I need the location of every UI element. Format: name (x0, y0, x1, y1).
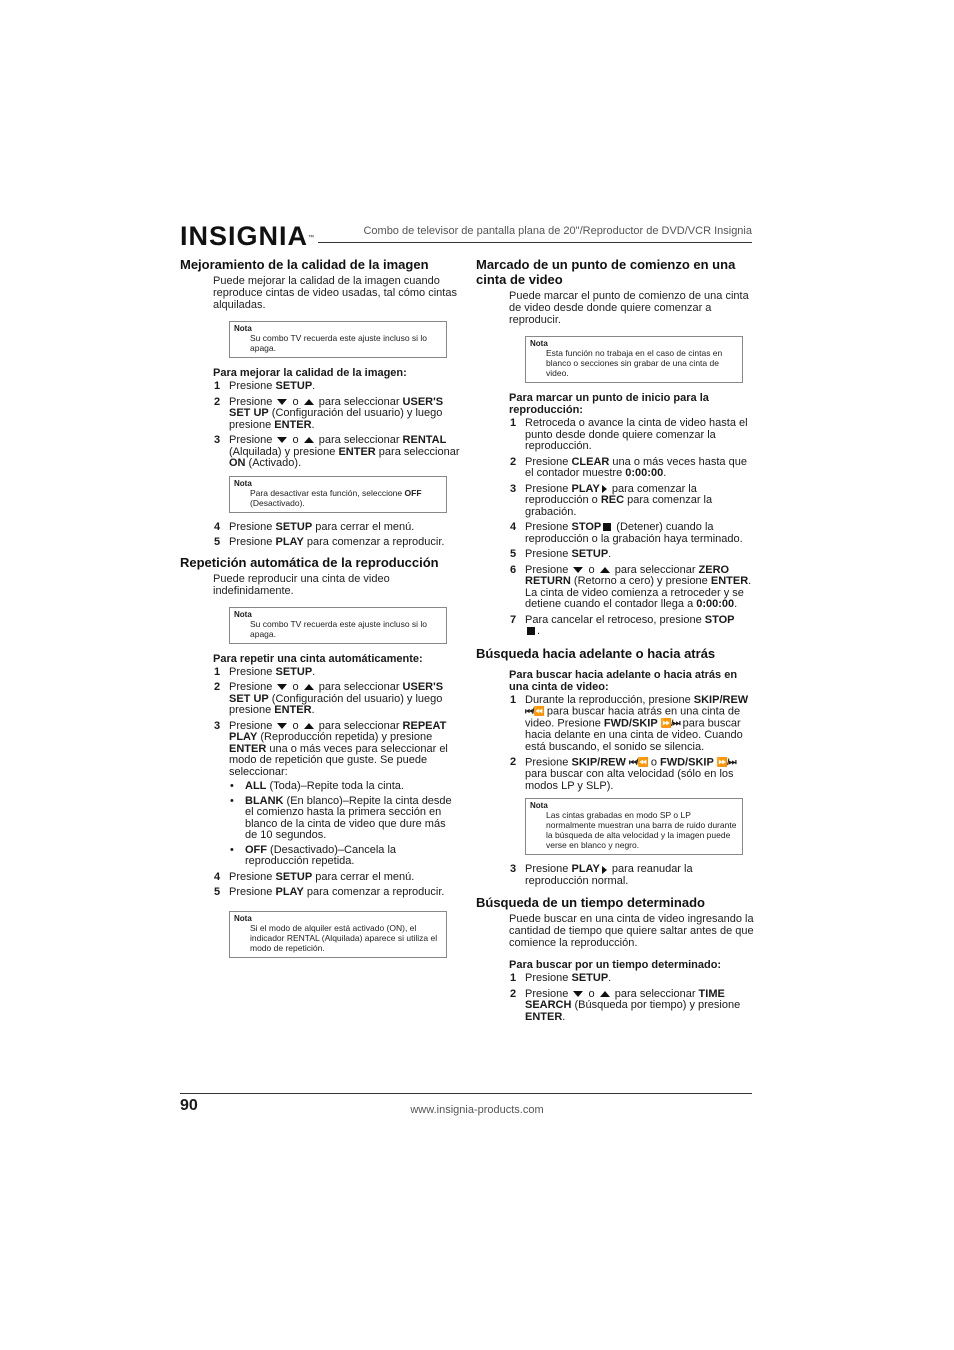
section-title-auto-repeat: Repetición automática de la reproducción (180, 554, 439, 570)
procedure-title: Para marcar un punto de inicio para la reproducción: (509, 392, 709, 416)
steps-list (509, 695, 756, 793)
step-item: 1 Durante la reproducción, presione SKIP/REW ⏮/⏪ para buscar hacia atrás en una cinta de video. Presione FWD/SKIP ⏩/⏭ para buscar hacia delante en una cinta de video. Cuando está buscando, el sonido se silencia. (510, 693, 749, 753)
steps-list (213, 522, 460, 549)
arrow-down-icon (277, 399, 287, 405)
step-item: 1 Presione SETUP. (214, 665, 316, 678)
play-icon (602, 866, 607, 874)
step-item: 2 Presione CLEAR una o más veces hasta que el contador muestre 0:00:00. (510, 455, 747, 479)
note-label: Nota (234, 324, 252, 333)
section-body: Puede reproducir una cinta de video indefinidamente. (213, 572, 390, 597)
section-title-picture-quality: Mejoramiento de la calidad de la imagen (180, 257, 429, 272)
step-item: 1 Presione SETUP. (510, 972, 612, 985)
section-body: Puede buscar en una cinta de video ingresando la cantidad de tiempo que quiere saltar antes de que comience la reproducción. (509, 913, 754, 950)
options-list (229, 781, 460, 868)
note-box (525, 336, 743, 383)
arrow-up-icon (304, 399, 314, 405)
section-title-search: Búsqueda hacia adelante o hacia atrás (476, 645, 716, 661)
note-label: Nota (234, 609, 252, 619)
arrow-down-icon (277, 684, 287, 690)
logo-text: INSIGNIA (180, 221, 309, 251)
step-item: 2 Presione SKIP/REW ⏮/⏪ o FWD/SKIP ⏩/⏭ para buscar con alta velocidad (sólo en los modos LP y SLP). (510, 756, 736, 792)
arrow-down-icon (277, 437, 287, 443)
note-label: Nota (234, 478, 252, 488)
arrow-up-icon (304, 723, 314, 729)
note-text: Las cintas grabadas en modo SP o LP normalmente muestran una barra de ruido durante la búsqueda de alta velocidad y la imagen puede verse en blanco y negro. (546, 810, 737, 851)
procedure-title: Para buscar hacia adelante o hacia atrás en una cinta de video: (509, 668, 738, 693)
note-label: Nota (530, 801, 548, 811)
step-item: 1 Retroceda o avance la cinta de video hasta el punto desde donde quiere comenzar la reproducción. (510, 417, 748, 452)
step-item: 5 Presione PLAY para comenzar a reproducir. (214, 886, 445, 898)
step-item: 5 Presione SETUP. (510, 548, 612, 560)
note-text: Si el modo de alquiler está activado (ON), el indicador RENTAL (Alquilada) aparece si utiliza el modo de repetición. (250, 922, 438, 953)
arrow-up-icon (304, 437, 314, 443)
note-text: Esta función no trabaja en el caso de cintas en blanco o secciones sin grabar de una cinta de video. (546, 348, 723, 378)
note-box (229, 476, 447, 513)
trademark: ™ (308, 235, 316, 241)
note-text: Para desactivar esta función, seleccione OFF (Desactivado). (250, 487, 422, 508)
arrow-up-icon (600, 567, 610, 573)
footer-rule (180, 1093, 752, 1094)
section-title-start-point: Marcado de un punto de comienzo en una cinta de video (476, 257, 736, 287)
step-item: 4 Presione SETUP para cerrar el menú. (214, 520, 415, 533)
section-body: Puede mejorar la calidad de la imagen cuando reproduce cintas de video usadas, tal cómo cintas alquiladas. (213, 275, 457, 311)
procedure-title: Para mejorar la calidad de la imagen: (213, 367, 407, 379)
arrow-up-icon (600, 991, 610, 997)
step-item: 3 Presione PLAY para reanudar la reproducción normal. (510, 863, 693, 887)
step-item: 2 Presione o para seleccionar USER'S SET UP (Configuración del usuario) y luego presione ENTER. (214, 681, 444, 716)
procedure-title: Para repetir una cinta automáticamente: (213, 652, 423, 665)
note-text: Su combo TV recuerda este ajuste incluso si lo apaga. (250, 333, 428, 353)
footer-url: www.insignia-products.com (410, 1104, 544, 1116)
section-title-time-search: Búsqueda de un tiempo determinado (476, 895, 705, 911)
insignia-logo (180, 221, 315, 251)
list-item: • ALL (Toda)–Repite toda la cinta. (230, 780, 404, 792)
step-item: 3 Presione o para seleccionar RENTAL (Alquilada) y presione ENTER para seleccionar ON (Activado). (214, 434, 460, 469)
stop-icon (603, 523, 611, 531)
step-item: 3 Presione PLAY para comenzar la reproducción o REC para comenzar la grabación. (510, 482, 713, 518)
steps-list (509, 864, 756, 887)
arrow-down-icon (573, 567, 583, 573)
step-item: 2 Presione o para seleccionar TIME SEARCH (Búsqueda por tiempo) y presione ENTER. (510, 987, 741, 1023)
note-text: Su combo TV recuerda este ajuste incluso si lo apaga. (250, 618, 428, 639)
note-label: Nota (530, 339, 548, 348)
step-item: 2 Presione o para seleccionar USER'S SET UP (Configuración del usuario) y luego presione ENTER. (214, 395, 444, 431)
right-column (476, 257, 756, 1029)
arrow-down-icon (573, 991, 583, 997)
steps-list (509, 418, 756, 638)
arrow-down-icon (277, 723, 287, 729)
list-item: • BLANK (En blanco)–Repite la cinta desde el comienzo hasta la primera sección en blanco de la cinta de video que dure más de 10 segundos. (230, 794, 452, 841)
header-rule (318, 242, 752, 243)
fwd-skip-icon: ⏩/⏭ (660, 718, 680, 729)
note-label: Nota (234, 913, 252, 923)
left-column (180, 257, 460, 967)
page-number: 90 (180, 1097, 198, 1114)
step-item: 4 Presione STOP (Detener) cuando la reproducción o la grabación haya terminado. (510, 521, 743, 545)
note-box (229, 607, 447, 644)
step-item: 5 Presione PLAY para comenzar a reproducir. (214, 536, 445, 548)
step-item: 7 Para cancelar el retroceso, presione STOP . (510, 613, 735, 637)
procedure-title: Para buscar por un tiempo determinado: (509, 959, 722, 972)
step-item: 3 Presione o para seleccionar REPEAT PLAY (Reproducción repetida) y presione ENTER una o más veces para seleccionar el modo de repetición que guste. Se puede seleccionar: • ALL (Toda)–Repite toda la cinta. • BLANK (En blanco)–Repite la cinta desde el comienzo hasta la primera sección en blanco de la cinta de video que dure más de 10 segundos. • OFF (Desactivado)–Cancela la reproducción repetida. (213, 721, 460, 868)
note-box (229, 321, 447, 358)
step-item: 1 Presione SETUP. (214, 380, 316, 392)
skip-rew-icon: ⏮/⏪ (525, 706, 544, 716)
skip-rew-icon: ⏮/⏪ (628, 757, 648, 768)
stop-icon (527, 627, 535, 635)
steps-list (213, 667, 460, 899)
note-box (525, 798, 743, 855)
header-title: Combo de televisor de pantalla plana de 20"/Reproductor de DVD/VCR Insignia (363, 225, 752, 237)
section-body: Puede marcar el punto de comienzo de una cinta de video desde donde quiere comenzar a reproducir. (509, 290, 749, 326)
arrow-up-icon (304, 684, 314, 690)
list-item: • OFF (Desactivado)–Cancela la reproducción repetida. (230, 843, 397, 867)
step-item: 4 Presione SETUP para cerrar el menú. (214, 870, 415, 883)
step-item: 6 Presione o para seleccionar ZERO RETURN (Retorno a cero) y presione ENTER. La cinta de video comienza a retroceder y se detiene cuando el contador llega a 0:00:00. (510, 563, 752, 610)
play-icon (602, 485, 607, 493)
note-box (229, 911, 447, 958)
fwd-skip-icon: ⏩/⏭ (716, 757, 736, 768)
steps-list (213, 381, 460, 470)
steps-list (509, 973, 756, 1023)
